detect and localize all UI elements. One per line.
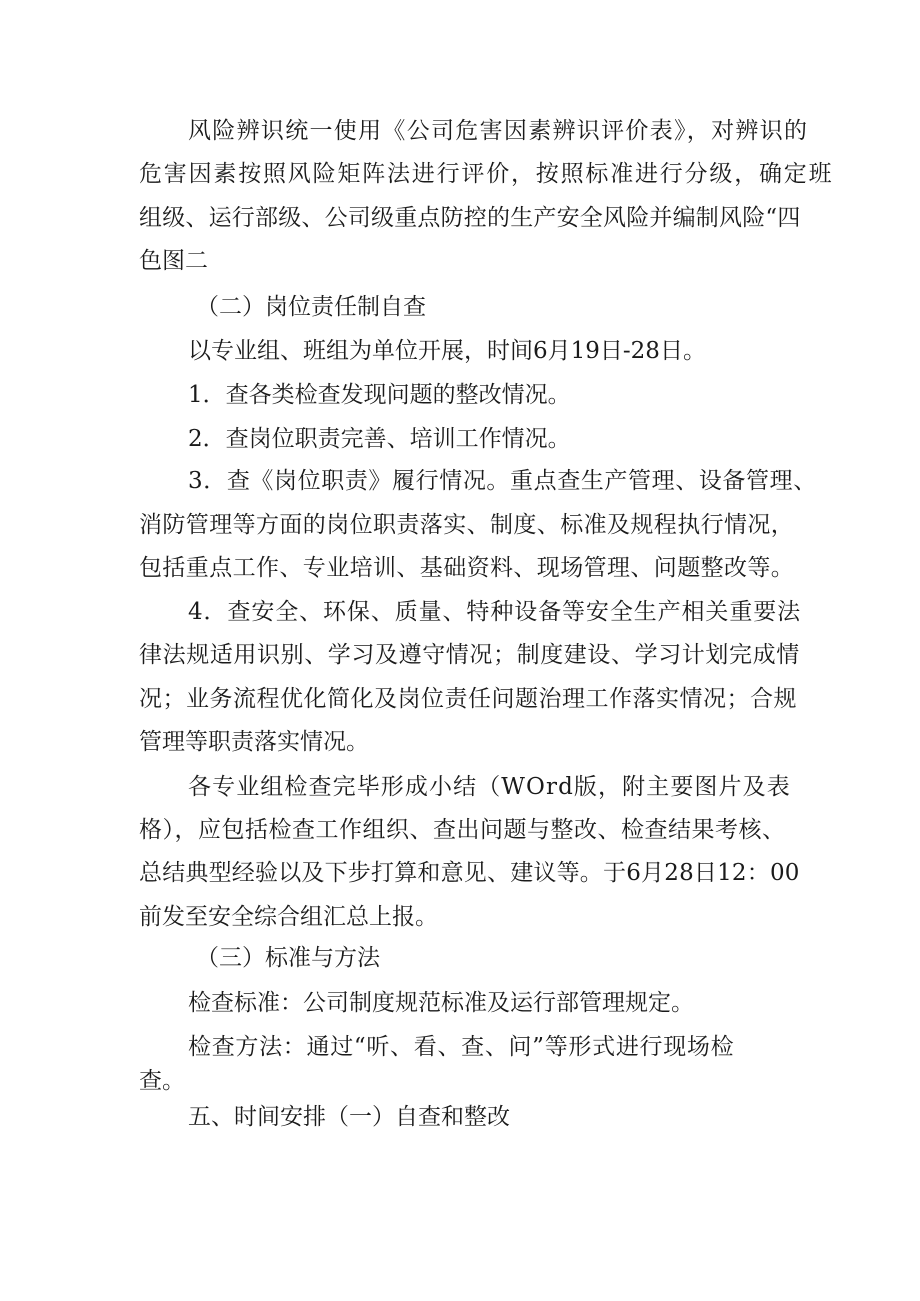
para3-line1: 各专业组检查完毕形成小结（WOrd版，附主要图片及表: [188, 774, 791, 800]
para3-line4: 前发至安全综合组汇总上报。: [139, 904, 438, 930]
inspection-standard: 检查标准：公司制度规范标准及运行部管理规定。: [188, 990, 694, 1016]
section-heading-3: （三）标准与方法: [196, 945, 380, 971]
list-item-4-line3: 况；业务流程优化简化及岗位责任问题治理工作落实情况；合规: [139, 686, 797, 712]
para1-line2: 危害因素按照风险矩阵法进行评价，按照标准进行分级，确定班: [139, 161, 834, 187]
para3-line3: 总结典型经验以及下步打算和意见、建议等。于6月28日12：00: [139, 860, 800, 886]
section-heading-2: （二）岗位责任制自查: [196, 294, 426, 320]
list-item-2: 2．查岗位职责完善、培训工作情况。: [188, 426, 571, 452]
para2: 以专业组、班组为单位开展，时间6月19日-28日。: [188, 338, 706, 364]
para1-line3: 组级、运行部级、公司级重点防控的生产安全风险并编制风险“四: [139, 205, 801, 231]
list-item-3-line3: 包括重点工作、专业培训、基础资料、现场管理、问题整改等。: [139, 555, 795, 581]
section-heading-5: 五、时间安排（一）自查和整改: [188, 1104, 510, 1130]
list-item-1: 1．查各类检查发现问题的整改情况。: [188, 382, 571, 408]
list-item-3-line2: 消防管理等方面的岗位职责落实、制度、标准及规程执行情况，: [139, 512, 795, 538]
list-item-4-line4: 管理等职责落实情况。: [139, 729, 369, 755]
inspection-method-line1: 检查方法：通过“听、看、查、问”等形式进行现场检: [188, 1034, 735, 1060]
list-item-4-line1: 4．查安全、环保、质量、特种设备等安全生产相关重要法: [188, 599, 802, 625]
list-item-3-line1: 3．查《岗位职责》履行情况。重点查生产管理、设备管理、: [188, 468, 817, 494]
para1-line1: 风险辨识统一使用《公司危害因素辨识评价表》，对辨识的: [188, 118, 809, 144]
inspection-method-line2: 查。: [139, 1068, 185, 1094]
list-item-4-line2: 律法规适用识别、学习及遵守情况；制度建设、学习计划完成情: [139, 642, 800, 668]
para3-line2: 格），应包括检查工作组织、查出问题与整改、检查结果考核、: [139, 817, 786, 843]
para1-line4: 色图二: [139, 248, 208, 274]
